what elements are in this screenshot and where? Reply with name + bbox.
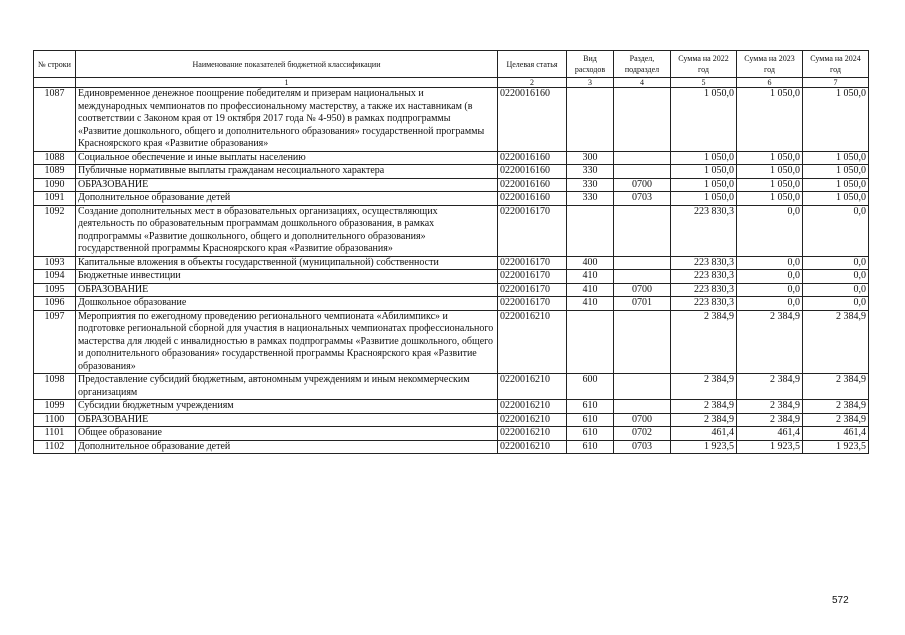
row-sum-2022: 1 050,0	[671, 88, 737, 152]
table-header-row	[34, 51, 869, 78]
row-target-code: 0220016210	[498, 374, 567, 400]
header-sum-2022: Сумма на 2022 год	[671, 51, 737, 78]
row-sum-2024: 2 384,9	[803, 374, 869, 400]
row-sum-2023: 1 923,5	[737, 440, 803, 454]
row-name: ОБРАЗОВАНИЕ	[76, 283, 498, 297]
row-target-code: 0220016210	[498, 413, 567, 427]
row-target-code: 0220016170	[498, 256, 567, 270]
row-section: 0703	[614, 192, 671, 206]
row-target-code: 0220016210	[498, 440, 567, 454]
row-target-code: 0220016170	[498, 283, 567, 297]
row-kind: 330	[567, 165, 614, 179]
header-name: Наименование показателей бюджетной классификации	[76, 51, 498, 78]
row-sum-2023: 0,0	[737, 297, 803, 311]
row-name: Капитальные вложения в объекты государственной (муниципальной) собственности	[76, 256, 498, 270]
row-sum-2023: 0,0	[737, 283, 803, 297]
row-target-code: 0220016160	[498, 88, 567, 152]
row-section	[614, 165, 671, 179]
row-sum-2024: 1 923,5	[803, 440, 869, 454]
row-sum-2024: 0,0	[803, 205, 869, 256]
row-target-code: 0220016160	[498, 192, 567, 206]
row-number: 1090	[34, 178, 76, 192]
row-name: Субсидии бюджетным учреждениям	[76, 400, 498, 414]
row-sum-2023: 1 050,0	[737, 178, 803, 192]
row-kind: 610	[567, 400, 614, 414]
row-section	[614, 270, 671, 284]
row-sum-2024: 0,0	[803, 297, 869, 311]
row-number: 1087	[34, 88, 76, 152]
table-row	[34, 413, 869, 427]
row-name: Дополнительное образование детей	[76, 192, 498, 206]
row-section: 0702	[614, 427, 671, 441]
row-section: 0700	[614, 413, 671, 427]
row-sum-2023: 1 050,0	[737, 151, 803, 165]
row-name: Социальное обеспечение и иные выплаты населению	[76, 151, 498, 165]
row-sum-2023: 0,0	[737, 256, 803, 270]
row-sum-2024: 1 050,0	[803, 178, 869, 192]
column-number: 6	[737, 78, 803, 88]
row-kind: 330	[567, 178, 614, 192]
row-kind: 410	[567, 283, 614, 297]
row-sum-2022: 1 050,0	[671, 178, 737, 192]
column-number: 4	[614, 78, 671, 88]
row-number: 1102	[34, 440, 76, 454]
row-kind: 300	[567, 151, 614, 165]
row-sum-2022: 1 050,0	[671, 151, 737, 165]
row-sum-2024: 0,0	[803, 270, 869, 284]
row-name: Мероприятия по ежегодному проведению регионального чемпионата «Абилимпикс» и подготовке региональной сборной для участия в национальных чемпионатах профессионального мастерства для людей с инвалидностью в рамках подпрограммы «Развитие дошкольного, общего и дополнительного образования» государственной программы Красноярского края «Развитие образования»	[76, 310, 498, 374]
row-kind: 610	[567, 440, 614, 454]
row-target-code: 0220016170	[498, 205, 567, 256]
row-section	[614, 256, 671, 270]
row-sum-2022: 1 923,5	[671, 440, 737, 454]
table-row	[34, 192, 869, 206]
table-row	[34, 178, 869, 192]
header-row-no: № строки	[34, 51, 76, 78]
row-number: 1098	[34, 374, 76, 400]
table-row	[34, 310, 869, 374]
table-row	[34, 283, 869, 297]
row-number: 1101	[34, 427, 76, 441]
row-number: 1100	[34, 413, 76, 427]
row-sum-2022: 2 384,9	[671, 310, 737, 374]
table-row	[34, 297, 869, 311]
row-sum-2022: 223 830,3	[671, 270, 737, 284]
row-sum-2024: 0,0	[803, 256, 869, 270]
column-number-blank	[34, 78, 76, 88]
row-section	[614, 374, 671, 400]
table-row	[34, 400, 869, 414]
row-sum-2023: 2 384,9	[737, 413, 803, 427]
column-numbers-row	[34, 78, 869, 88]
row-kind	[567, 310, 614, 374]
row-name: Бюджетные инвестиции	[76, 270, 498, 284]
row-sum-2022: 2 384,9	[671, 374, 737, 400]
column-number: 1	[76, 78, 498, 88]
row-sum-2022: 223 830,3	[671, 205, 737, 256]
row-kind: 330	[567, 192, 614, 206]
row-sum-2023: 2 384,9	[737, 400, 803, 414]
row-number: 1089	[34, 165, 76, 179]
header-sum-2023: Сумма на 2023 год	[737, 51, 803, 78]
row-number: 1097	[34, 310, 76, 374]
row-sum-2024: 2 384,9	[803, 413, 869, 427]
row-sum-2024: 1 050,0	[803, 151, 869, 165]
row-target-code: 0220016170	[498, 297, 567, 311]
row-sum-2023: 2 384,9	[737, 374, 803, 400]
row-name: ОБРАЗОВАНИЕ	[76, 413, 498, 427]
row-sum-2022: 2 384,9	[671, 413, 737, 427]
header-section: Раздел, подраздел	[614, 51, 671, 78]
table-row	[34, 165, 869, 179]
row-section: 0700	[614, 283, 671, 297]
row-kind: 610	[567, 427, 614, 441]
page-number: 572	[832, 595, 849, 606]
row-kind	[567, 205, 614, 256]
row-name: Создание дополнительных мест в образовательных организациях, осуществляющих деятельность по образовательным программам дошкольного образования, в рамках подпрограммы «Развитие дошкольного, общего и дополнительного образования» государственной программы Красноярского края «Развитие образования»	[76, 205, 498, 256]
row-sum-2023: 0,0	[737, 205, 803, 256]
row-sum-2024: 1 050,0	[803, 88, 869, 152]
row-kind	[567, 88, 614, 152]
row-section	[614, 88, 671, 152]
table-row	[34, 374, 869, 400]
row-sum-2023: 1 050,0	[737, 192, 803, 206]
row-sum-2022: 1 050,0	[671, 165, 737, 179]
row-number: 1093	[34, 256, 76, 270]
column-number: 5	[671, 78, 737, 88]
row-sum-2022: 223 830,3	[671, 283, 737, 297]
row-sum-2022: 223 830,3	[671, 297, 737, 311]
row-number: 1092	[34, 205, 76, 256]
row-name: Единовременное денежное поощрение победителям и призерам национальных и международных чемпионатов по профессиональному мастерству, а также их наставникам (в соответствии с Законом края от 19 октября 2017 года № 4-950) в рамках подпрограммы «Развитие дошкольного, общего и дополнительного образования» государственной программы Красноярского края «Развитие образования»	[76, 88, 498, 152]
row-sum-2023: 2 384,9	[737, 310, 803, 374]
row-sum-2022: 461,4	[671, 427, 737, 441]
row-target-code: 0220016210	[498, 400, 567, 414]
row-number: 1099	[34, 400, 76, 414]
table-row	[34, 151, 869, 165]
row-name: ОБРАЗОВАНИЕ	[76, 178, 498, 192]
row-sum-2023: 461,4	[737, 427, 803, 441]
row-section: 0700	[614, 178, 671, 192]
row-sum-2024: 461,4	[803, 427, 869, 441]
row-target-code: 0220016210	[498, 310, 567, 374]
row-section	[614, 310, 671, 374]
row-number: 1096	[34, 297, 76, 311]
row-section: 0701	[614, 297, 671, 311]
row-target-code: 0220016210	[498, 427, 567, 441]
column-number: 7	[803, 78, 869, 88]
table-row	[34, 427, 869, 441]
table-row	[34, 205, 869, 256]
row-section	[614, 400, 671, 414]
row-section	[614, 205, 671, 256]
row-section	[614, 151, 671, 165]
row-target-code: 0220016160	[498, 151, 567, 165]
row-number: 1095	[34, 283, 76, 297]
row-sum-2022: 223 830,3	[671, 256, 737, 270]
header-target: Целевая статья	[498, 51, 567, 78]
row-name: Предоставление субсидий бюджетным, автономным учреждениям и иным некоммерческим организациям	[76, 374, 498, 400]
row-sum-2023: 1 050,0	[737, 88, 803, 152]
row-sum-2023: 0,0	[737, 270, 803, 284]
row-number: 1088	[34, 151, 76, 165]
row-number: 1094	[34, 270, 76, 284]
row-kind: 410	[567, 297, 614, 311]
table-row	[34, 256, 869, 270]
row-number: 1091	[34, 192, 76, 206]
row-sum-2024: 2 384,9	[803, 310, 869, 374]
row-target-code: 0220016160	[498, 165, 567, 179]
table-row	[34, 440, 869, 454]
row-sum-2024: 1 050,0	[803, 165, 869, 179]
header-kind: Вид расходов	[567, 51, 614, 78]
row-kind: 610	[567, 413, 614, 427]
budget-table	[33, 50, 869, 454]
row-kind: 410	[567, 270, 614, 284]
row-sum-2024: 2 384,9	[803, 400, 869, 414]
row-name: Дошкольное образование	[76, 297, 498, 311]
header-sum-2024: Сумма на 2024 год	[803, 51, 869, 78]
row-sum-2024: 0,0	[803, 283, 869, 297]
row-name: Публичные нормативные выплаты гражданам несоциального характера	[76, 165, 498, 179]
column-number: 2	[498, 78, 567, 88]
row-name: Общее образование	[76, 427, 498, 441]
row-sum-2022: 2 384,9	[671, 400, 737, 414]
row-kind: 600	[567, 374, 614, 400]
row-section: 0703	[614, 440, 671, 454]
table-row	[34, 270, 869, 284]
row-target-code: 0220016170	[498, 270, 567, 284]
row-sum-2022: 1 050,0	[671, 192, 737, 206]
table-row	[34, 88, 869, 152]
row-kind: 400	[567, 256, 614, 270]
row-target-code: 0220016160	[498, 178, 567, 192]
row-name: Дополнительное образование детей	[76, 440, 498, 454]
table-body	[34, 88, 869, 454]
row-sum-2024: 1 050,0	[803, 192, 869, 206]
row-sum-2023: 1 050,0	[737, 165, 803, 179]
column-number: 3	[567, 78, 614, 88]
